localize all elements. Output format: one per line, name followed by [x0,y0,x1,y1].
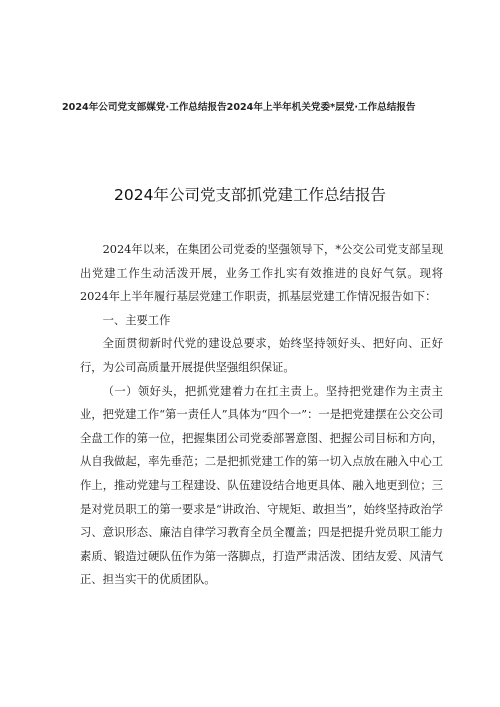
document-title: 2024年公司党支部抓党建工作总结报告 [114,186,386,204]
document-body [80,238,443,592]
paragraph-intro: 2024年以来，在集团公司党委的坚强领导下，*公交公司党支部呈现出党建工作生动活泼开展，业务工作扎实有效推进的良好气氛。现将2024年上半年履行基层党建工作职责，抓基层党建工作情况报告如下： [80,243,443,304]
section-heading-main-work: 一、主要工作 [102,313,171,327]
document-header: 2024年公司党支部媒党·工作总结报告2024年上半年机关党委*层党·工作总结报告 [62,102,416,113]
paragraph-item-1: （一）领好头，把抓党建着力在扛主责上。坚持把党建作为主责主业，把党建工作“第一责任人”具体为“四个一”：一是把党建摆在公交公司全盘工作的第一位，把握集团公司党委部署意图、把握公司目标和方向，从自我做起，率先垂范；二是把抓党建工作的第一切入点放在融入中心工作上，推动党建与工程建设、队伍建设结合地更具体、融入地更到位；三是对党员职工的第一要求是“讲政治、守规矩、敢担当”，始终坚持政治学习、意识形态、廉洁自律学习教育全员全覆盖；四是把提升党员职工能力素质、锻造过硬队伍作为第一落脚点，打造严肃活泼、团结友爱、风清气正、担当实干的优质团队。 [80,384,443,587]
paragraph-summary: 全面贯彻新时代党的建设总要求，始终坚持领好头、把好向、正好行，为公司高质量开展提供坚强组织保证。 [80,337,443,374]
